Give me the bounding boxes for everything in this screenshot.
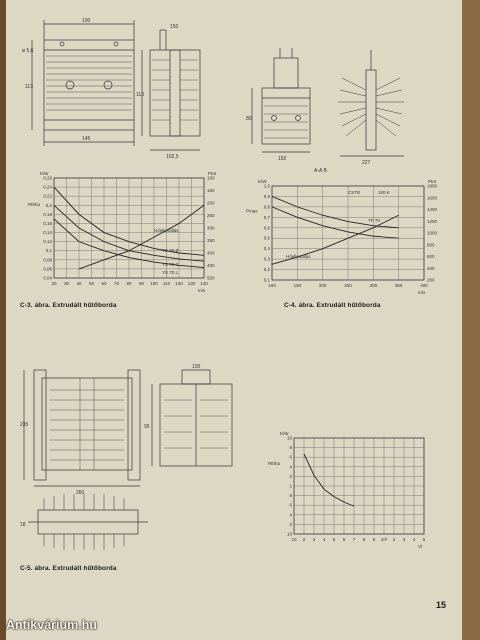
y-tick-label: 8 <box>289 493 292 499</box>
book-binding <box>462 0 480 640</box>
y-tick-label: 0,26 <box>43 175 52 181</box>
x-tick-label: 2 <box>302 537 306 542</box>
x-tick-label: 100 <box>150 281 158 286</box>
y-right-tick-label: 300 <box>207 225 215 231</box>
y-right-tick-label: 100 <box>207 175 215 181</box>
svg-text:ø 5,6: ø 5,6 <box>22 48 34 54</box>
x-tick-label: 10² <box>380 537 388 542</box>
y-tick-label: 0,1 <box>45 248 52 254</box>
series-line <box>272 196 399 227</box>
x-tick-label: 250 <box>344 283 352 288</box>
y-left-label: K/W <box>40 171 49 176</box>
y-right-tick-label: 1400 <box>427 207 438 212</box>
x-tick-label: 8 <box>362 537 366 542</box>
x-tick-label: 140 <box>200 281 208 286</box>
svg-text:100: 100 <box>192 364 201 370</box>
svg-text:235: 235 <box>20 422 29 428</box>
x-tick-label: 6 <box>342 537 346 542</box>
y-left-label-alt: Pmax <box>246 208 258 214</box>
x-tick-label: 5 <box>332 537 336 542</box>
c4-caption: C-4. ábra. Extrudált hűtőborda <box>284 302 381 309</box>
y-right-tick-label: 150 <box>207 188 215 193</box>
svg-text:95: 95 <box>144 424 150 430</box>
y-tick-label: 4 <box>289 512 292 518</box>
y-tick-label: 0,6 <box>263 225 270 231</box>
x-tick-label: 3 <box>312 537 316 542</box>
y-tick-label: 0,4 <box>263 246 270 252</box>
x-tick-label: 200 <box>318 283 327 288</box>
c5-graph <box>268 430 448 554</box>
y-left-label: K/W <box>258 179 267 184</box>
y-tick-label: 8 <box>289 445 292 451</box>
watermark: Antikvárium.hu <box>6 618 97 632</box>
y-right-label: Ptot <box>208 171 217 176</box>
x-unit-label: m/s <box>418 290 426 295</box>
y-tick-label: 0,16 <box>43 220 52 226</box>
y-tick-label: 6 <box>289 502 292 508</box>
x-tick-label: 130 <box>187 281 196 286</box>
svg-text:113: 113 <box>136 92 144 98</box>
y-left-label-alt: Rthha <box>268 460 281 466</box>
y-right-tick-label: 250 <box>207 213 215 218</box>
y-tick-label: 0,18 <box>43 211 52 217</box>
series-annotation: YS 70 Z <box>162 248 179 253</box>
series-annotation: Hőellenállás <box>154 228 179 233</box>
x-tick-label: 150 <box>293 283 302 288</box>
page-number: 15 <box>436 600 447 610</box>
y-tick-label: 0,08 <box>43 257 52 263</box>
y-tick-label: 0,8 <box>263 204 270 210</box>
c4-drawing <box>246 40 416 175</box>
svg-text:145: 145 <box>82 136 91 142</box>
y-tick-label: 1,0 <box>263 183 270 189</box>
y-right-tick-label: 600 <box>427 254 435 259</box>
y-right-tick-label: 1800 <box>427 183 438 189</box>
c3-caption: C-3. ábra. Extrudált hűtőborda <box>20 302 117 309</box>
y-tick-label: 1 <box>289 483 292 489</box>
y-tick-label: 0,04 <box>43 275 52 281</box>
svg-text:227: 227 <box>362 160 371 166</box>
y-right-label: Ptot <box>428 179 437 184</box>
y-tick-label: 0,2 <box>263 267 270 273</box>
y-tick-label: 0,5 <box>263 235 270 241</box>
y-tick-label: 0,1 <box>263 277 270 283</box>
svg-text:260: 260 <box>76 490 85 496</box>
y-tick-label: 0,2 <box>45 202 52 208</box>
c4-graph <box>246 176 456 298</box>
c5-caption: C-5. ábra. Extrudált hűtőborda <box>20 565 117 572</box>
svg-text:100: 100 <box>82 18 91 24</box>
x-tick-label: 4 <box>322 537 326 542</box>
x-tick-label: 400 <box>420 283 428 288</box>
c5-drawing <box>20 360 250 560</box>
x-tick-label: 40 <box>76 281 82 286</box>
y-right-tick-label: 1200 <box>427 218 438 224</box>
series-annotation: 150 K <box>378 190 390 195</box>
svg-text:18: 18 <box>20 522 26 528</box>
y-right-tick-label: 1000 <box>427 230 438 236</box>
y-tick-label: 4 <box>289 464 292 470</box>
y-right-tick-label: 400 <box>207 250 215 256</box>
y-tick-label: 0,06 <box>43 266 52 272</box>
y-left-label-alt: Rthha <box>28 202 41 207</box>
y-tick-label: 0,22 <box>43 193 52 199</box>
svg-text:102,5: 102,5 <box>166 154 179 160</box>
y-tick-label: 0,7 <box>263 214 270 220</box>
y-tick-label: 10 <box>286 531 292 537</box>
x-tick-label: 4 <box>412 537 416 542</box>
y-tick-label: 0,9 <box>263 193 270 199</box>
svg-text:113: 113 <box>25 84 33 90</box>
x-tick-label: 110 <box>162 281 171 286</box>
x-tick-label: 5 <box>422 537 426 542</box>
y-tick-label: 0,12 <box>43 239 52 245</box>
x-unit-label: Vl <box>418 544 423 549</box>
y-right-tick-label: 500 <box>207 275 215 281</box>
y-left-label: K/W <box>280 431 289 436</box>
series-line <box>304 454 354 506</box>
x-tick-label: 300 <box>369 283 378 288</box>
x-tick-label: 9 <box>372 537 376 542</box>
x-tick-label: 20 <box>51 281 57 286</box>
x-tick-label: 350 <box>394 283 403 288</box>
x-tick-label: 10 <box>291 537 297 542</box>
book-page <box>6 0 462 640</box>
x-tick-label: 60 <box>101 281 107 286</box>
y-tick-label: 0,14 <box>43 230 52 236</box>
series-annotation: TP 70 <box>368 218 380 223</box>
y-right-tick-label: 350 <box>207 238 215 243</box>
series-annotation: Hőellenállás <box>286 254 311 259</box>
x-tick-label: 100 <box>268 283 276 288</box>
y-right-tick-label: 400 <box>427 265 435 271</box>
y-tick-label: 10 <box>286 435 292 441</box>
x-unit-label: m/s <box>198 288 206 293</box>
y-tick-label: 2 <box>289 521 292 527</box>
svg-text:A-A B: A-A B <box>314 168 327 174</box>
x-tick-label: 7 <box>352 537 356 542</box>
x-tick-label: 30 <box>63 281 70 286</box>
x-tick-label: 120 <box>175 281 183 286</box>
x-tick-label: 3 <box>402 537 406 542</box>
series-annotation: YS 70 L <box>162 270 179 275</box>
y-right-tick-label: 200 <box>207 200 215 206</box>
y-right-tick-label: 1600 <box>427 195 438 201</box>
svg-text:150: 150 <box>278 156 287 162</box>
c3-graph <box>16 170 226 298</box>
y-tick-label: 6 <box>289 454 292 460</box>
svg-text:150: 150 <box>170 24 179 30</box>
y-tick-label: 2 <box>289 473 292 479</box>
y-right-tick-label: 800 <box>427 242 435 248</box>
x-tick-label: 90 <box>138 281 145 286</box>
c3-drawing <box>20 10 220 170</box>
x-tick-label: 70 <box>113 281 120 286</box>
y-tick-label: 0,24 <box>43 184 52 190</box>
series-annotation: CSTB <box>348 190 361 195</box>
x-tick-label: 80 <box>126 281 132 286</box>
y-tick-label: 0,3 <box>263 256 270 262</box>
x-tick-label: 50 <box>88 281 95 286</box>
svg-text:80: 80 <box>246 116 252 122</box>
series-annotation: YS 70 C <box>162 262 179 267</box>
y-right-tick-label: 450 <box>207 263 215 268</box>
y-right-tick-label: 200 <box>427 277 435 283</box>
x-tick-label: 2 <box>392 537 396 542</box>
